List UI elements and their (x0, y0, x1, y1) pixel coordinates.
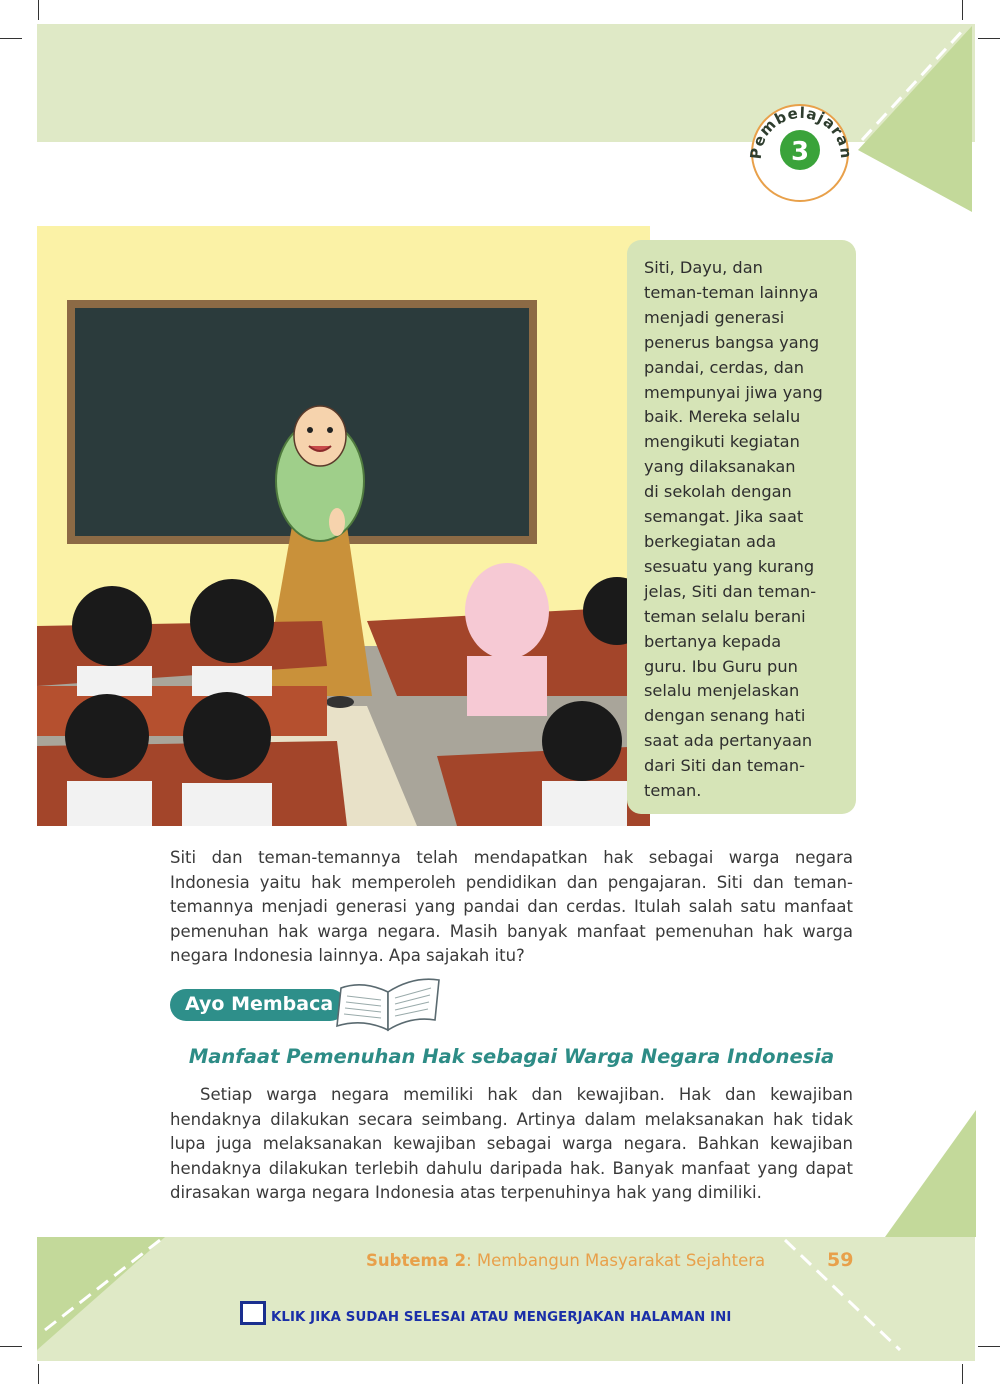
story-line: baik. Mereka selalu (644, 407, 801, 427)
subtema-label: Subtema 2 (366, 1251, 467, 1270)
story-line: penerus bangsa yang (644, 332, 820, 352)
completion-checkbox-label[interactable]: KLIK JIKA SUDAH SELESAI ATAU MENGERJAKAN HALAMAN INI (271, 1310, 732, 1325)
ayo-membaca-label: Ayo Membaca (170, 989, 346, 1021)
completion-checkbox[interactable] (240, 1301, 266, 1325)
story-text (644, 256, 846, 804)
story-line: Siti, Dayu, dan (644, 258, 763, 277)
story-line: teman-teman lainnya (644, 282, 819, 302)
body-paragraph: Setiap warga negara memiliki hak dan kewajiban. Hak dan kewajiban hendaknya dilakukan secara seimbang. Artinya dalam melaksanakan hak tidak lupa juga melaksanakan kewajiban sebagai warga negara. Bahkan kewajiban hendaknya dilakukan terlebih dahulu daripada hak. Banyak manfaat yang dapat dirasakan warga negara Indonesia atas terpenuhinya hak yang dimiliki. (170, 1085, 853, 1203)
story-line: berkegiatan ada (644, 531, 777, 551)
classroom-illustration (37, 226, 650, 826)
story-line: selalu menjelaskan (644, 681, 800, 701)
footer-subtema (366, 1251, 765, 1270)
lesson-label: Pembelajaran (746, 103, 855, 161)
intro-paragraph: Siti dan teman-temannya telah mendapatkan hak sebagai warga negara Indonesia yaitu hak memperoleh pendidikan dan pengajaran. Siti dan teman-temannya menjadi generasi yang pandai dan cerdas. Itulah salah satu manfaat pemenuhan hak warga negara. Masih banyak manfaat pemenuhan hak warga negara Indonesia lainnya. Apa sajakah itu? (170, 848, 853, 966)
story-line: teman. (644, 781, 702, 801)
story-line: dari Siti dan teman- (644, 756, 805, 776)
story-line: yang dilaksanakan (644, 457, 796, 477)
lesson-badge (745, 98, 855, 202)
story-line: semangat. Jika saat (644, 507, 804, 527)
section-title: Manfaat Pemenuhan Hak sebagai Warga Negara Indonesia (188, 1045, 835, 1068)
story-line: sesuatu yang kurang (644, 556, 815, 576)
story-line: teman selalu berani (644, 606, 806, 626)
story-line: guru. Ibu Guru pun (644, 656, 798, 676)
story-line: di sekolah dengan (644, 482, 792, 502)
open-book-icon (333, 974, 443, 1034)
page-number: 59 (827, 1249, 854, 1271)
story-line: saat ada pertanyaan (644, 731, 813, 751)
story-line: mempunyai jiwa yang (644, 382, 823, 402)
story-line: bertanya kepada (644, 631, 782, 651)
story-line: pandai, cerdas, dan (644, 357, 805, 377)
story-line: dengan senang hati (644, 706, 806, 726)
bottom-right-triangle (885, 1110, 976, 1237)
story-line: jelas, Siti dan teman- (644, 581, 817, 601)
bottom-left-triangle (37, 1237, 165, 1350)
story-line: menjadi generasi (644, 307, 785, 327)
top-right-triangle (858, 26, 972, 212)
story-box (627, 240, 856, 814)
subtema-title: : Membangun Masyarakat Sejahtera (466, 1251, 766, 1270)
lesson-number: 3 (790, 137, 810, 167)
story-line: mengikuti kegiatan (644, 432, 800, 452)
